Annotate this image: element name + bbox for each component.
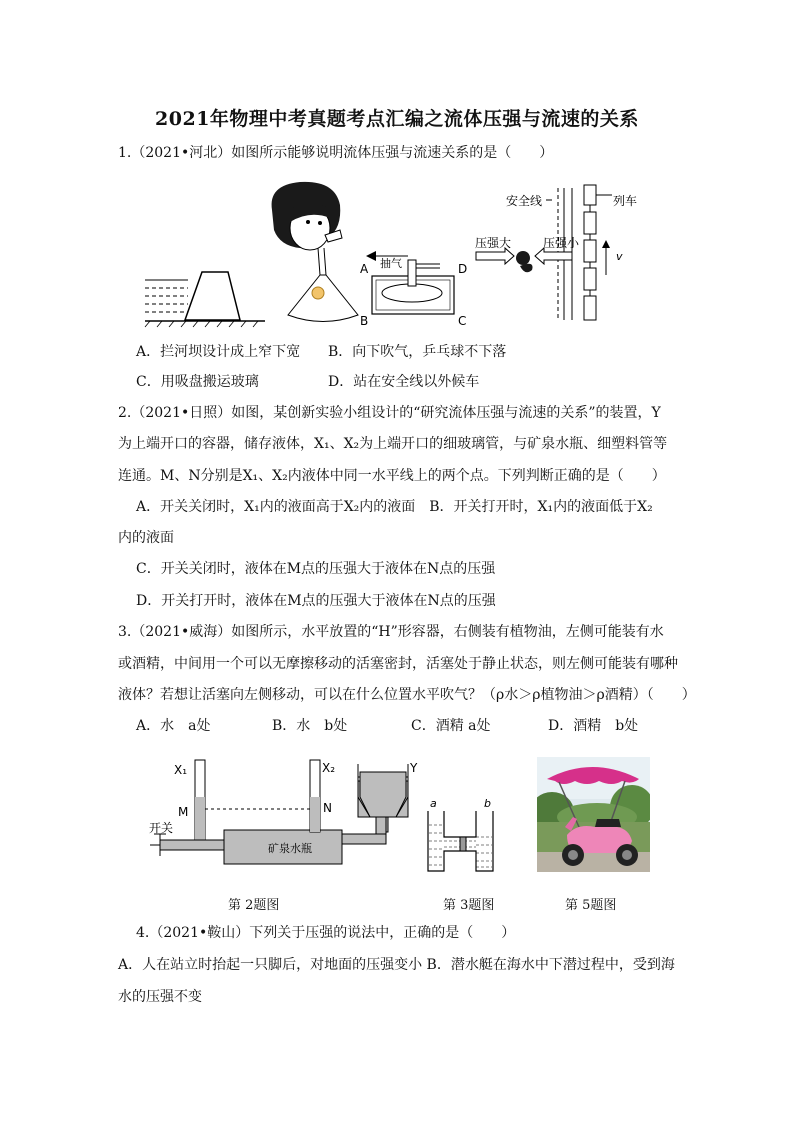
q2-option-d: D．开关打开时，液体在M点的压强大于液体在N点的压强 [136,593,496,609]
q2-stem-line2: 为上端开口的容器，储存液体，X₁、X₂为上端开口的细玻璃管，与矿泉水瓶、细塑料管等 [118,436,668,452]
q4-option-b-cont: 水的压强不变 [118,989,202,1005]
q1-option-b: B．向下吹气，乒乓球不下落 [328,344,507,360]
q1-option-a: A．拦河坝设计成上窄下宽 [136,344,301,360]
q2-stem-line1: 2.（2021•日照）如图，某创新实验小组设计的“研究流体压强与流速的关系”的装置，Y [118,405,661,421]
q1-option-d: D．站在安全线以外候车 [328,374,480,390]
q3-option-b: B．水 b处 [272,718,348,734]
svg-text:抽气: 抽气 [380,257,402,270]
blow-funnel-figure [272,182,358,322]
q4-stem: 4.（2021•鞍山）下列关于压强的说法中，正确的是（ ） [136,925,516,941]
svg-text:列车: 列车 [613,194,638,208]
q3-option-c: C．酒精 a处 [411,718,491,734]
svg-text:a: a [430,797,437,810]
suction-cup-figure [360,251,467,328]
q1-stem: 1.（2021•河北）如图所示能够说明流体压强与流速关系的是（ ） [118,145,554,161]
svg-text:D: D [458,262,468,276]
q3-option-a: A．水 a处 [136,718,211,734]
svg-text:C: C [458,314,467,328]
svg-text:压强大: 压强大 [475,236,512,250]
fig3-h-container [420,795,502,875]
svg-text:A: A [360,262,369,276]
svg-text:N: N [323,801,332,815]
svg-text:X₁: X₁ [174,763,188,777]
dam-figure [145,272,265,327]
page-title: 2021年物理中考真题考点汇编之流体压强与流速的关系 [155,108,639,130]
fig5-caption: 第 5题图 [565,898,617,913]
svg-text:B: B [360,314,369,328]
svg-text:v: v [616,250,623,263]
q3-stem-line3: 液体？若想让活塞向左侧移动，可以在什么位置水平吹气？（ρ水＞ρ植物油＞ρ酒精）（ ） [118,687,696,703]
svg-text:安全线: 安全线 [506,194,543,208]
fig2-caption: 第 2题图 [228,898,280,913]
fig2-apparatus [140,752,430,882]
q2-option-b-cont: 内的液面 [118,530,174,546]
q4-option-a-b: A．人在站立时抬起一只脚后，对地面的压强变小 B．潜水艇在海水中下潜过程中，受到海 [118,957,675,973]
svg-text:X₂: X₂ [322,761,336,775]
svg-text:M: M [178,805,189,819]
svg-text:压强小: 压强小 [543,236,580,250]
q3-stem-line2: 或酒精，中间用一个可以无摩擦移动的活塞密封，活塞处于静止状态，则左侧可能装有哪种 [118,656,678,672]
fig5-scooter-photo [537,757,650,872]
q3-stem-line1: 3.（2021•威海）如图所示，水平放置的“H”形容器，右侧装有植物油，左侧可能装有水 [118,624,664,640]
fig3-caption: 第 3题图 [443,898,495,913]
q1-figures [140,180,660,330]
q3-option-d: D．酒精 b处 [548,718,639,734]
q1-option-c: C．用吸盘搬运玻璃 [136,374,259,390]
svg-text:Y: Y [410,761,418,775]
svg-text:b: b [484,797,491,810]
q2-stem-line3: 连通。M、N分别是X₁、X₂内液体中同一水平线上的两个点。下列判断正确的是（ ） [118,468,666,484]
q2-option-a-b: A．开关关闭时，X₁内的液面高于X₂内的液面 B．开关打开时，X₁内的液面低于X₂ [136,499,653,515]
train-figure [475,185,637,320]
q2-option-c: C．开关关闭时，液体在M点的压强大于液体在N点的压强 [136,561,496,577]
svg-text:矿泉水瓶: 矿泉水瓶 [268,842,312,855]
svg-text:开关: 开关 [149,821,174,835]
